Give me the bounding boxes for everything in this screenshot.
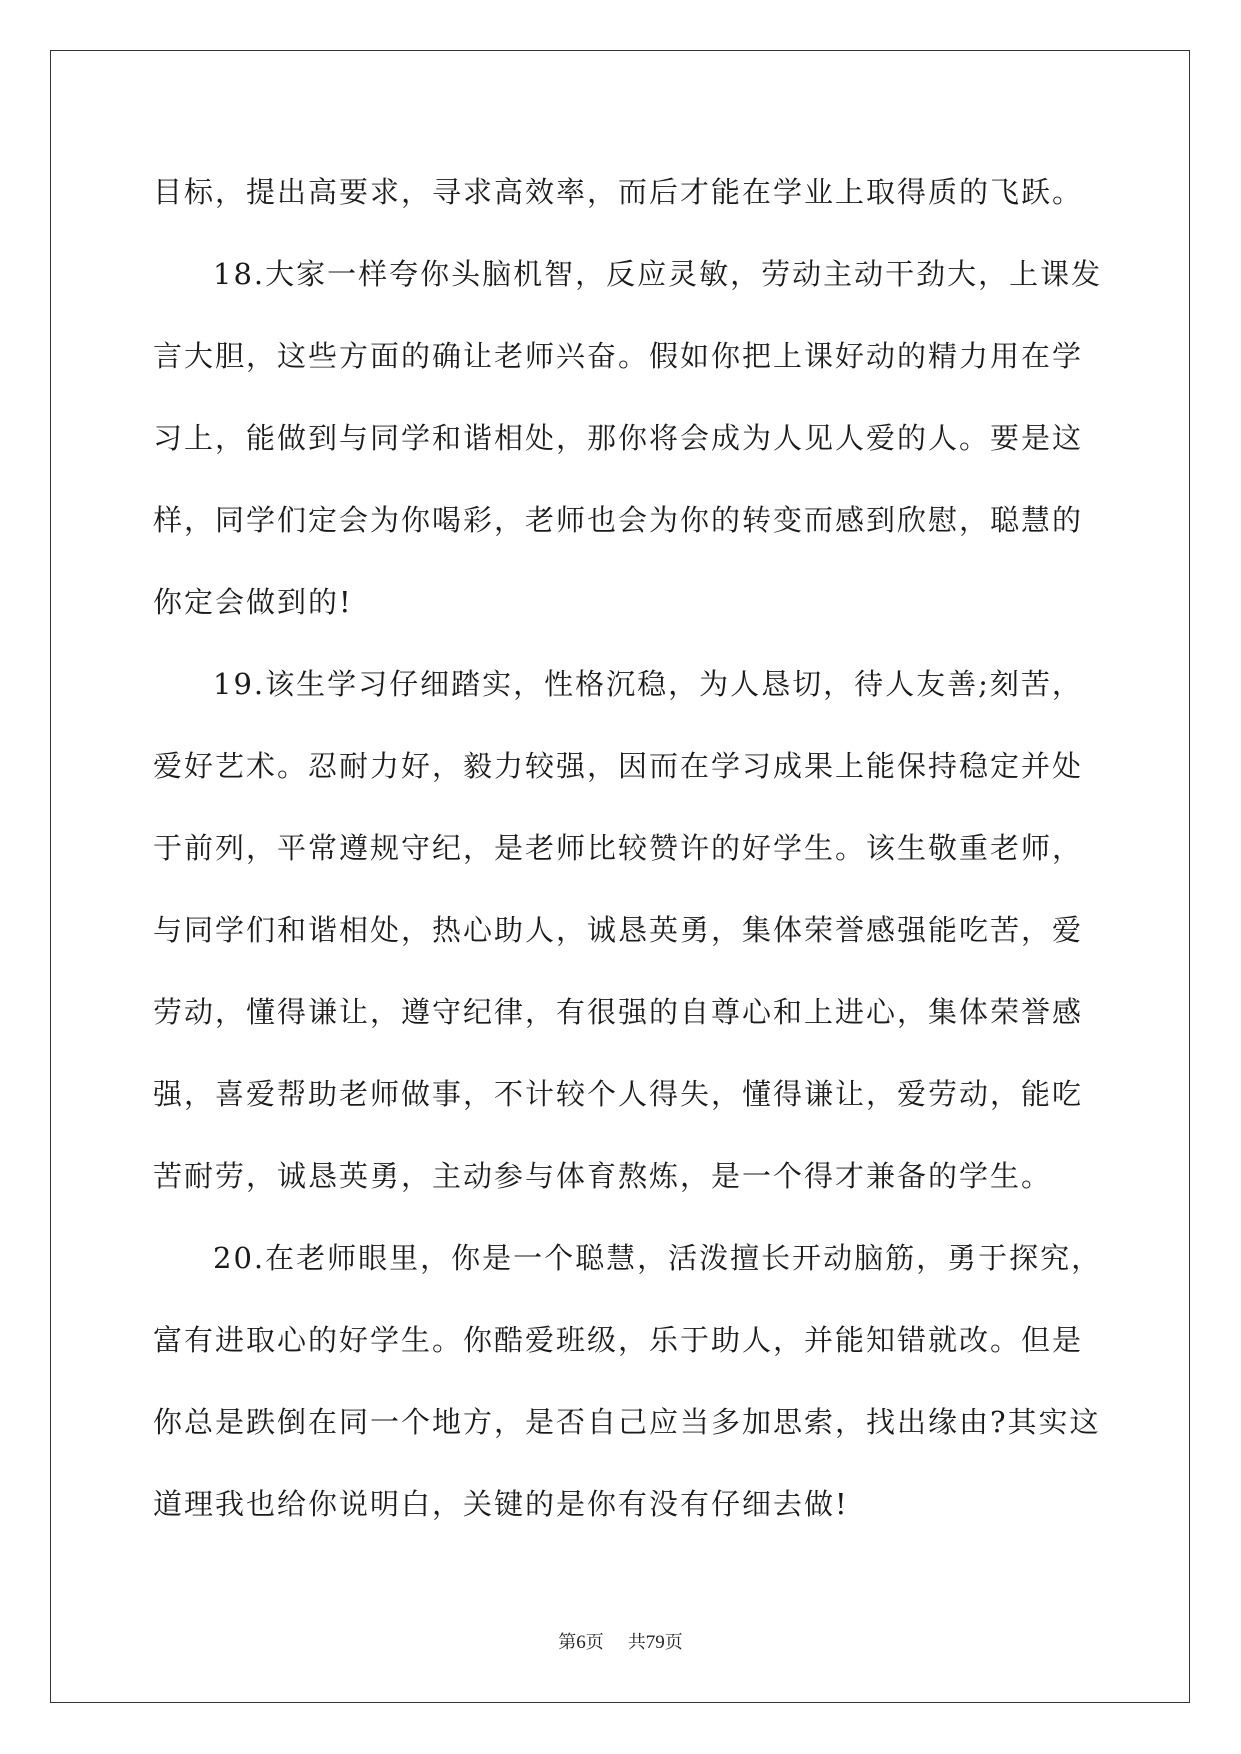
total-prefix: 共 — [627, 1632, 646, 1653]
text-line: 你总是跌倒在同一个地方，是否自己应当多加思索，找出缘由?其实这 — [153, 1405, 1101, 1439]
page-footer — [0, 1628, 1241, 1654]
text-line: 言大胆，这些方面的确让老师兴奋。假如你把上课好动的精力用在学 — [153, 339, 1084, 373]
page-prefix: 第 — [558, 1632, 577, 1653]
text-line: 目标，提出高要求，寻求高效率，而后才能在学业上取得质的飞跃。 — [153, 175, 1084, 209]
text-line: 道理我也给你说明白，关键的是你有没有仔细去做! — [153, 1487, 849, 1521]
page-number: 6 — [576, 1632, 586, 1653]
text-line: 与同学们和谐相处，热心助人，诚恳英勇，集体荣誉感强能吃苦，爱 — [153, 913, 1084, 947]
page-suffix: 页 — [585, 1632, 604, 1653]
text-line: 于前列，平常遵规守纪，是老师比较赞许的好学生。该生敬重老师， — [153, 831, 1084, 865]
text-line: 18.大家一样夸你头脑机智，反应灵敏，劳动主动干劲大，上课发 — [213, 257, 1103, 291]
text-line: 苦耐劳，诚恳英勇，主动参与体育熬炼，是一个得才兼备的学生。 — [153, 1159, 1053, 1193]
total-pages: 79 — [645, 1632, 665, 1653]
text-line: 习上，能做到与同学和谐相处，那你将会成为人见人爱的人。要是这 — [153, 421, 1084, 455]
text-line: 爱好艺术。忍耐力好，毅力较强，因而在学习成果上能保持稳定并处 — [153, 749, 1084, 783]
text-line: 19.该生学习仔细踏实，性格沉稳，为人恳切，待人友善;刻苦， — [213, 667, 1083, 701]
text-line: 强，喜爱帮助老师做事，不计较个人得失，懂得谦让，爱劳动，能吃 — [153, 1077, 1084, 1111]
page-border — [50, 50, 1190, 1703]
text-line: 富有进取心的好学生。你酷爱班级，乐于助人，并能知错就改。但是 — [153, 1323, 1084, 1357]
text-line: 样，同学们定会为你喝彩，老师也会为你的转变而感到欣慰，聪慧的 — [153, 503, 1084, 537]
total-suffix: 页 — [664, 1632, 683, 1653]
text-line: 劳动，懂得谦让，遵守纪律，有很强的自尊心和上进心，集体荣誉感 — [153, 995, 1084, 1029]
text-line: 你定会做到的! — [153, 585, 353, 619]
text-line: 20.在老师眼里，你是一个聪慧，活泼擅长开动脑筋，勇于探究， — [213, 1241, 1103, 1275]
